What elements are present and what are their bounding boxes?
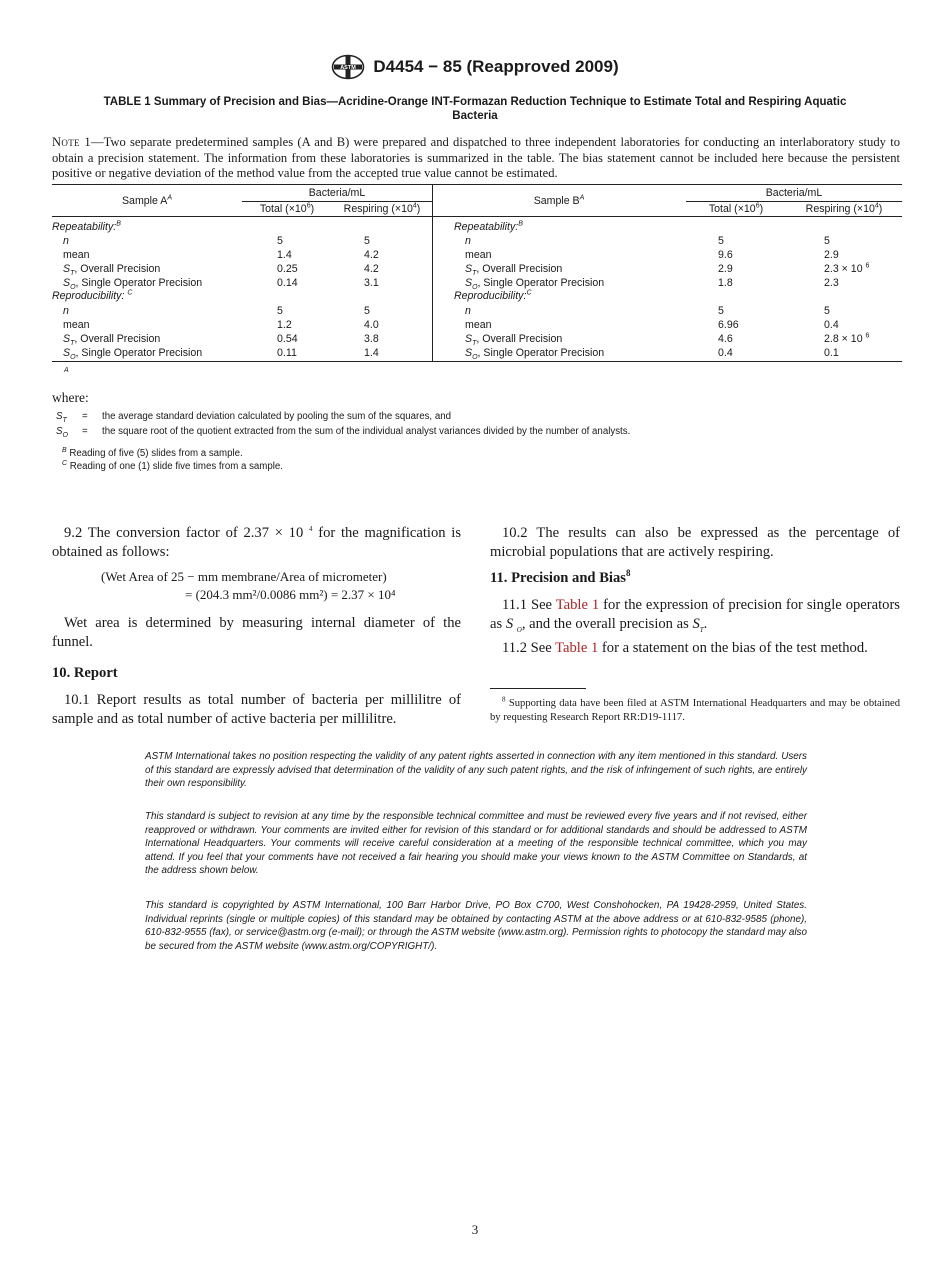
right-repeatability-label: Repeatability:$^B$ — [454, 220, 523, 233]
table-cell: 2.9 — [824, 249, 839, 261]
astm-logo-icon — [331, 54, 365, 80]
table-row-label: $S_O$, Single Operator Precision — [465, 277, 605, 292]
table-cell: 1.2 — [277, 319, 292, 331]
legal-patent-notice: ASTM International takes no position respecting the validity of any patent rights asserted in connection with any item mentioned in this standard. Users of this standard are expressly advised that determination of the validity of any such patent rights, and the risk of infringement of such rights, are entirely their own responsibility. — [145, 751, 807, 790]
left-respiring-header: Respiring $(\times 10^4)$ — [343, 202, 421, 215]
table-cell: 2.9 — [718, 263, 733, 275]
page-number: 3 — [471, 1222, 479, 1237]
section-11-heading: 11. Precision and Bias$^8$ — [490, 568, 631, 586]
table-cell: 6.96 — [718, 319, 739, 331]
table-row-label: $S_O$, Single Operator Precision — [63, 277, 203, 292]
table-row-label: $S_T$, Overall Precision — [465, 333, 563, 348]
left-column — [52, 524, 461, 561]
table-row-label: $S_T$, Overall Precision — [63, 333, 161, 348]
paragraph-9-2: 9.2 The conversion factor of 2.37 × 10 $^4$ for the magnification is obtained as follows: — [52, 525, 461, 560]
st-definition: $S_T$ = the average standard deviation calculated by pooling the sum of the squares, and — [56, 411, 451, 424]
table-cell: 4.2 — [364, 263, 379, 275]
note-label: Note 1 — [52, 135, 91, 149]
table-cell: 2.8 × 10 $^6$ — [824, 332, 870, 345]
table-row-label: $S_T$, Overall Precision — [63, 263, 161, 278]
table-row-label: n — [63, 235, 69, 247]
paragraph-wet-area — [52, 614, 461, 651]
table-cell: 4.0 — [364, 319, 379, 331]
equation-line-2: = (204.3 mm²/0.0086 mm²) = 2.37 × 10⁴ — [185, 587, 396, 602]
table-title: TABLE 1 Summary of Precision and Bias—Acridine-Orange INT-Formazan Reduction Technique to Estimate Total and Respiring Aquatic Bacteria — [103, 96, 847, 122]
table-row-label: n — [465, 235, 471, 247]
table-cell: 1.4 — [277, 249, 292, 261]
table-row-label: $S_O$, Single Operator Precision — [465, 347, 605, 362]
right-total-header: Total $(\times 10^6)$ — [708, 202, 764, 215]
right-reproducibility-label: Reproducibility:$^C$ — [454, 289, 532, 302]
table-row-label: mean — [63, 319, 90, 331]
table-cell: 0.1 — [824, 347, 839, 359]
table-cell: 2.3 × 10 $^6$ — [824, 262, 870, 275]
table-cell: 4.2 — [364, 249, 379, 261]
table-cell: 0.11 — [277, 347, 297, 359]
left-repeatability-label: Repeatability:$^B$ — [52, 220, 121, 233]
note-text: —Two separate predetermined samples (A and B) were prepared and dispatched to three independent laboratories for conducting an interlaboratory study to obtain a precision statement. The information from these laboratories is summarized in the table. The bias statement cannot be included here because the persistent positive or negative deviation of the method value from the accepted true value cannot be estimated. — [52, 135, 900, 181]
table-cell: 5 — [824, 235, 830, 247]
table-row-label: mean — [465, 249, 492, 261]
right-group-header: Bacteria/mL — [765, 187, 823, 199]
paragraph-11-1: 11.1 See Table 1 for the expression of precision for single operators as S $_O$, and the overall precision as $S_T$. — [490, 597, 900, 634]
where-label: where: — [52, 390, 89, 405]
precision-table — [52, 184, 902, 374]
table-cell: 9.6 — [718, 249, 733, 261]
table-cell: 5 — [277, 235, 283, 247]
table-cell: 0.4 — [718, 347, 733, 359]
equation-line-1: (Wet Area of 25 − mm membrane/Area of micrometer) — [101, 569, 387, 584]
section-10-heading: 10. Report — [52, 665, 118, 681]
table-cell: 5 — [364, 235, 370, 247]
table-row-label: mean — [63, 249, 90, 261]
table-row-label: n — [465, 305, 471, 317]
table-cell: 5 — [824, 305, 830, 317]
table-cell: 0.14 — [277, 277, 298, 289]
paragraph-10-2-text: 10.2 The results can also be expressed as the percentage of microbial populations that are actively respiring. — [490, 525, 900, 560]
right-sample-header: Sample $B^A$ — [533, 194, 585, 207]
legal-copyright-notice: This standard is copyrighted by ASTM International, 100 Barr Harbor Drive, PO Box C700, West Conshohocken, PA 19428-2959, United States. Individual reprints (single or multiple copies) of this standard may be obtained by contacting ASTM at the above address or at 610-832-9585 (phone), 610-832-9555 (fax), or service@astm.org (e-mail); or through the ASTM website (www.astm.org). Permission rights to photocopy the standard may also be secured from the ASTM website (www.astm.org/COPYRIGHT/). — [145, 900, 807, 952]
paragraph-10-1-text: 10.1 Report results as total number of bacteria per millilitre of sample and as total number of active bacteria per millilitre. — [52, 692, 461, 727]
document-header — [0, 54, 950, 80]
table-footnote-a-mark: A — [64, 367, 69, 374]
footnote-b: $^B$ Reading of five (5) slides from a sample. — [62, 446, 243, 459]
wet-area-text: Wet area is determined by measuring internal diameter of the funnel. — [52, 615, 461, 650]
left-total-header: Total $(\times 10^6)$ — [259, 202, 315, 215]
left-group-header: Bacteria/mL — [308, 187, 366, 199]
svg-text:ASTM: ASTM — [340, 65, 357, 71]
table-row-label: mean — [465, 319, 492, 331]
footnote-c: $^C$ Reading of one (1) slide five times from a sample. — [62, 459, 283, 472]
table-cell: 3.8 — [364, 333, 379, 345]
table-cell: 1.4 — [364, 347, 379, 359]
table-note — [52, 135, 900, 182]
table-cell: 5 — [718, 305, 724, 317]
table-cell: 3.1 — [364, 277, 379, 289]
table-cell: 0.25 — [277, 263, 298, 275]
table-1-link[interactable]: Table 1 — [555, 597, 600, 613]
table-cell: 4.6 — [718, 333, 733, 345]
table-row-label: $S_T$, Overall Precision — [465, 263, 563, 278]
paragraph-10-1 — [52, 691, 461, 728]
so-definition: $S_O$ = the square root of the quotient extracted from the sum of the individual analyst variances divided by the number of analysts. — [56, 426, 631, 439]
table-cell: 5 — [277, 305, 283, 317]
left-sample-header: Sample $A^A$ — [121, 194, 173, 207]
legal-revision-notice: This standard is subject to revision at any time by the responsible technical committee and must be reviewed every five years and if not revised, either reapproved or withdrawn. Your comments are invited either for revision of this standard or for additional standards and should be addressed to ASTM International Headquarters. Your comments will receive careful consideration at a meeting of the responsible technical committee, which you may attend. If you feel that your comments have not received a fair hearing you should make your views known to the ASTM Committee on Standards, at the address shown below. — [145, 811, 807, 877]
footnote-8: $^8$ Supporting data have been filed at ASTM International Headquarters and may be obtained by requesting Research Report RR:D19-1117. — [490, 695, 900, 723]
table-cell: 5 — [364, 305, 370, 317]
document-designation: D4454 − 85 (Reapproved 2009) — [373, 57, 619, 76]
table-cell: 1.8 — [718, 277, 733, 289]
table-1-link[interactable]: Table 1 — [555, 640, 599, 656]
paragraph-10-2 — [490, 524, 900, 561]
table-cell: 0.54 — [277, 333, 298, 345]
table-cell: 0.4 — [824, 319, 839, 331]
left-reproducibility-label: Reproducibility: $^C$ — [52, 289, 133, 302]
table-cell: 5 — [718, 235, 724, 247]
table-row-label: $S_O$, Single Operator Precision — [63, 347, 203, 362]
paragraph-11-2: 11.2 See Table 1 for a statement on the bias of the test method. — [502, 640, 868, 656]
table-row-label: n — [63, 305, 69, 317]
footnote-rule — [490, 688, 586, 689]
right-respiring-header: Respiring $(\times 10^4)$ — [805, 202, 883, 215]
table-cell: 2.3 — [824, 277, 839, 289]
